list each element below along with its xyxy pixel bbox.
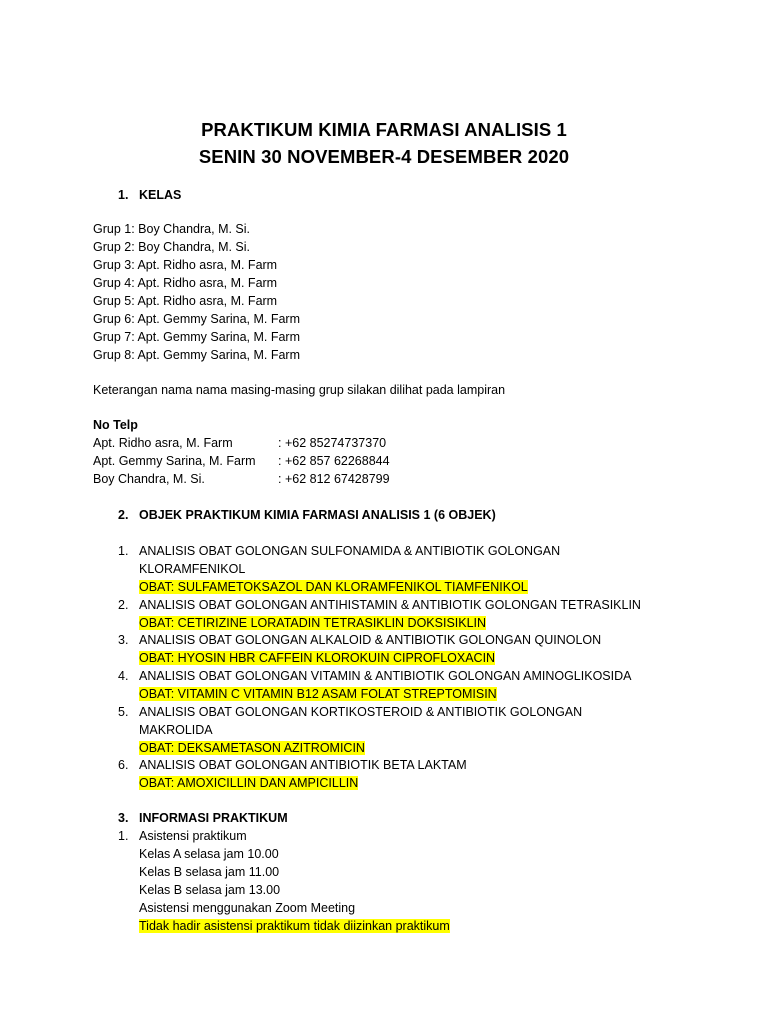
phone-number: : +62 812 67428799 (278, 472, 390, 486)
objek-text: ANALISIS OBAT GOLONGAN ANTIBIOTIK BETA LAKTAM (139, 758, 467, 772)
objek-obat-highlight: OBAT: CETIRIZINE LORATADIN TETRASIKLIN DOKSISIKLIN (139, 616, 487, 630)
section3-heading: INFORMASI PRAKTIKUM (139, 811, 288, 825)
section2-number: 2. (118, 508, 129, 522)
phone-name: Boy Chandra, M. Si. (93, 472, 205, 486)
phone-name: Apt. Ridho asra, M. Farm (93, 436, 233, 450)
group-item: Grup 2: Boy Chandra, M. Si. (93, 240, 251, 254)
objek-obat-highlight: OBAT: SULFAMETOKSAZOL DAN KLORAMFENIKOL TIAMFENIKOL (139, 580, 528, 594)
objek-number: 3. (118, 633, 129, 647)
document-title-line1: PRAKTIKUM KIMIA FARMASI ANALISIS 1 (201, 119, 567, 140)
group-item: Grup 4: Apt. Ridho asra, M. Farm (93, 276, 278, 290)
objek-number: 2. (118, 598, 129, 612)
objek-number: 4. (118, 669, 129, 683)
phone-number: : +62 85274737370 (278, 436, 387, 450)
objek-text-cont: KLORAMFENIKOL (139, 562, 246, 576)
group-item: Grup 1: Boy Chandra, M. Si. (93, 222, 251, 236)
info-line: Asistensi menggunakan Zoom Meeting (139, 901, 356, 915)
objek-obat-highlight: OBAT: DEKSAMETASON AZITROMICIN (139, 741, 365, 755)
section3-number: 3. (118, 811, 129, 825)
objek-obat-highlight: OBAT: HYOSIN HBR CAFFEIN KLOROKUIN CIPROFLOXACIN (139, 651, 496, 665)
objek-obat-highlight: OBAT: AMOXICILLIN DAN AMPICILLIN (139, 776, 359, 790)
document-title-line2: SENIN 30 NOVEMBER-4 DESEMBER 2020 (198, 146, 570, 167)
group-item: Grup 7: Apt. Gemmy Sarina, M. Farm (93, 330, 301, 344)
section1-heading: KELAS (139, 188, 182, 202)
objek-text: ANALISIS OBAT GOLONGAN ALKALOID & ANTIBIOTIK GOLONGAN QUINOLON (139, 633, 602, 647)
info-item-number: 1. (118, 829, 129, 843)
objek-text: ANALISIS OBAT GOLONGAN ANTIHISTAMIN & ANTIBIOTIK GOLONGAN TETRASIKLIN (139, 598, 641, 612)
section2-heading: OBJEK PRAKTIKUM KIMIA FARMASI ANALISIS 1 (6 OBJEK) (139, 508, 496, 522)
objek-obat-highlight: OBAT: VITAMIN C VITAMIN B12 ASAM FOLAT STREPTOMISIN (139, 687, 497, 701)
info-line: Kelas B selasa jam 13.00 (139, 883, 281, 897)
group-note: Keterangan nama nama masing-masing grup silakan dilihat pada lampiran (93, 383, 506, 397)
objek-text: ANALISIS OBAT GOLONGAN VITAMIN & ANTIBIOTIK GOLONGAN AMINOGLIKOSIDA (139, 669, 632, 683)
objek-number: 6. (118, 758, 129, 772)
info-item-title: Asistensi praktikum (139, 829, 247, 843)
objek-text: ANALISIS OBAT GOLONGAN KORTIKOSTEROID & ANTIBIOTIK GOLONGAN (139, 705, 583, 719)
objek-text: ANALISIS OBAT GOLONGAN SULFONAMIDA & ANTIBIOTIK GOLONGAN (139, 544, 561, 558)
info-line: Kelas B selasa jam 11.00 (139, 865, 280, 879)
phone-number: : +62 857 62268844 (278, 454, 390, 468)
info-warning-highlight: Tidak hadir asistensi praktikum tidak diizinkan praktikum (139, 919, 450, 933)
phone-heading: No Telp (93, 418, 138, 432)
group-item: Grup 6: Apt. Gemmy Sarina, M. Farm (93, 312, 301, 326)
section1-number: 1. (118, 188, 129, 202)
info-line: Kelas A selasa jam 10.00 (139, 847, 279, 861)
objek-number: 5. (118, 705, 129, 719)
objek-number: 1. (118, 544, 129, 558)
group-item: Grup 8: Apt. Gemmy Sarina, M. Farm (93, 348, 301, 362)
group-item: Grup 3: Apt. Ridho asra, M. Farm (93, 258, 278, 272)
phone-name: Apt. Gemmy Sarina, M. Farm (93, 454, 256, 468)
group-item: Grup 5: Apt. Ridho asra, M. Farm (93, 294, 278, 308)
objek-text-cont: MAKROLIDA (139, 723, 213, 737)
